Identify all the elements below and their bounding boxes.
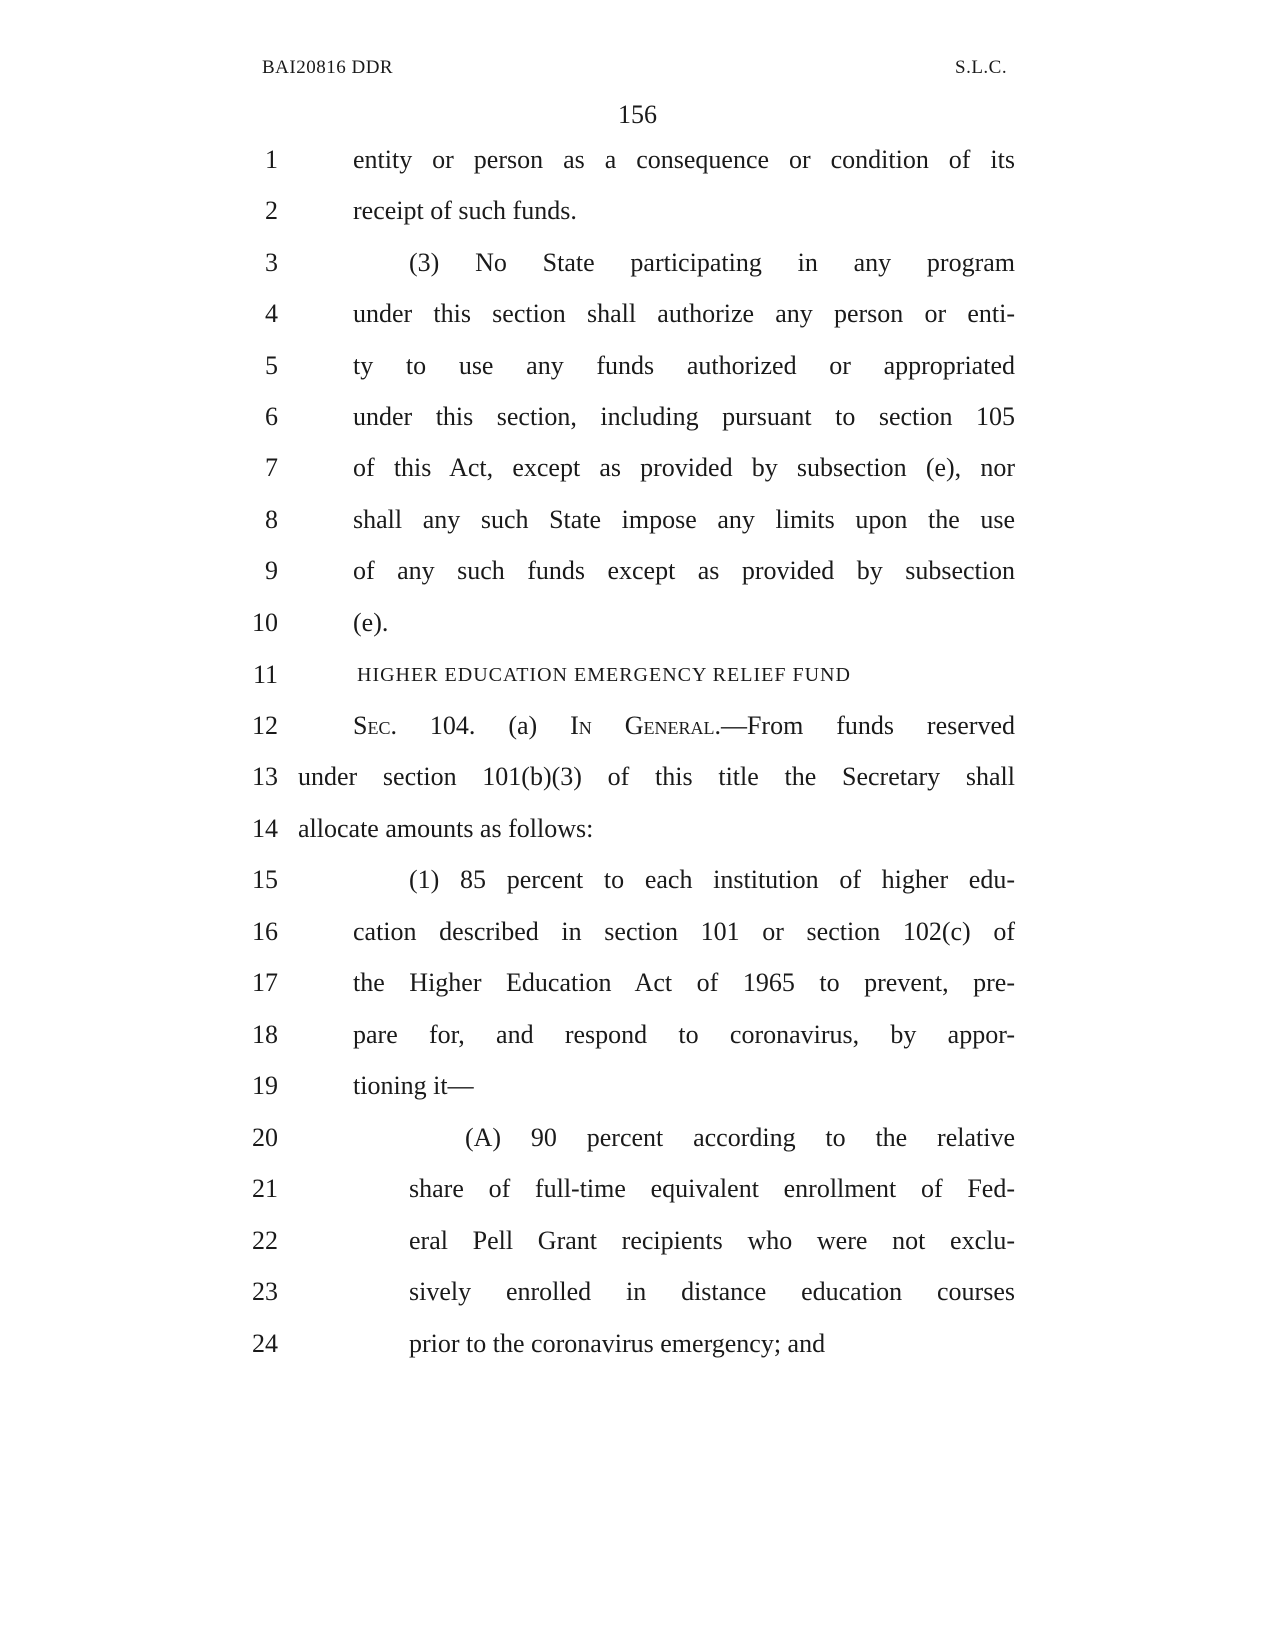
line-number: 8 <box>265 505 278 534</box>
line-number: 16 <box>252 917 278 946</box>
line-text: tioning it— <box>353 1071 474 1100</box>
line-text: entity or person as a consequence or condition of its <box>353 145 1015 174</box>
line-text: shall any such State impose any limits upon the use <box>353 505 1015 534</box>
document-header-slc: S.L.C. <box>955 57 1008 78</box>
document-line <box>0 1274 1275 1310</box>
line-number: 24 <box>252 1329 278 1358</box>
line-text: under this section shall authorize any person or enti- <box>353 299 1015 328</box>
line-number: 3 <box>265 248 278 277</box>
line-number: 23 <box>252 1277 278 1306</box>
document-line <box>0 142 1275 178</box>
document-line <box>0 502 1275 538</box>
document-line <box>0 245 1275 281</box>
line-number: 21 <box>252 1174 278 1203</box>
document-line <box>0 965 1275 1001</box>
line-number: 13 <box>252 762 278 791</box>
document-line <box>0 450 1275 486</box>
line-text: allocate amounts as follows: <box>298 814 594 843</box>
line-number: 5 <box>265 351 278 380</box>
line-text: (A) 90 percent according to the relative <box>465 1123 1015 1152</box>
document-line <box>0 1223 1275 1259</box>
subsection-heading: In General <box>570 711 715 740</box>
section-number: . 104. (a) <box>390 711 571 740</box>
line-text: receipt of such funds. <box>353 196 577 225</box>
document-line <box>0 1326 1275 1362</box>
line-number: 12 <box>252 711 278 740</box>
document-line <box>0 1068 1275 1104</box>
document-line <box>0 862 1275 898</box>
line-text: eral Pell Grant recipients who were not exclu- <box>409 1226 1015 1255</box>
document-line <box>0 1120 1275 1156</box>
line-text: of any such funds except as provided by subsection <box>353 556 1015 585</box>
line-text: pare for, and respond to coronavirus, by appor- <box>353 1020 1015 1049</box>
line-text: (3) No State participating in any program <box>409 248 1015 277</box>
line-text: cation described in section 101 or section 102(c) of <box>353 917 1015 946</box>
line-number: 10 <box>252 608 278 637</box>
line-text: sively enrolled in distance education courses <box>409 1277 1015 1306</box>
document-line <box>0 348 1275 384</box>
document-line <box>0 1017 1275 1053</box>
line-number: 15 <box>252 865 278 894</box>
page-number: 156 <box>618 100 657 129</box>
line-number: 2 <box>265 196 278 225</box>
document-line <box>0 296 1275 332</box>
document-line <box>0 708 1275 744</box>
line-text: the Higher Education Act of 1965 to prevent, pre- <box>353 968 1015 997</box>
line-text: of this Act, except as provided by subsection (e), nor <box>353 453 1015 482</box>
document-line <box>0 399 1275 435</box>
section-label: Sec <box>353 711 391 740</box>
section-heading: HIGHER EDUCATION EMERGENCY RELIEF FUND <box>357 664 851 686</box>
line-number: 14 <box>252 814 278 843</box>
subsection-text: .—From funds reserved <box>714 711 1015 740</box>
document-line <box>0 657 1275 693</box>
line-number: 4 <box>265 299 278 328</box>
line-number: 11 <box>252 660 278 689</box>
document-header-id: BAI20816 DDR <box>262 57 394 78</box>
line-number: 1 <box>265 145 278 174</box>
line-text: (e). <box>353 608 389 637</box>
line-text: under section 101(b)(3) of this title the Secretary shall <box>298 762 1015 791</box>
document-line <box>0 605 1275 641</box>
line-number: 20 <box>252 1123 278 1152</box>
line-number: 19 <box>252 1071 278 1100</box>
document-line <box>0 553 1275 589</box>
document-line <box>0 1171 1275 1207</box>
line-number: 22 <box>252 1226 278 1255</box>
document-line <box>0 193 1275 229</box>
document-line <box>0 914 1275 950</box>
line-number: 9 <box>265 556 278 585</box>
line-text: under this section, including pursuant to section 105 <box>353 402 1015 431</box>
line-text <box>353 708 1015 744</box>
line-text: share of full-time equivalent enrollment of Fed- <box>409 1174 1015 1203</box>
line-text: (1) 85 percent to each institution of higher edu- <box>409 865 1015 894</box>
line-number: 17 <box>252 968 278 997</box>
line-number: 7 <box>265 453 278 482</box>
line-number: 18 <box>252 1020 278 1049</box>
line-number: 6 <box>265 402 278 431</box>
document-line <box>0 759 1275 795</box>
document-line <box>0 811 1275 847</box>
line-text: ty to use any funds authorized or appropriated <box>353 351 1015 380</box>
line-text: prior to the coronavirus emergency; and <box>409 1329 826 1358</box>
